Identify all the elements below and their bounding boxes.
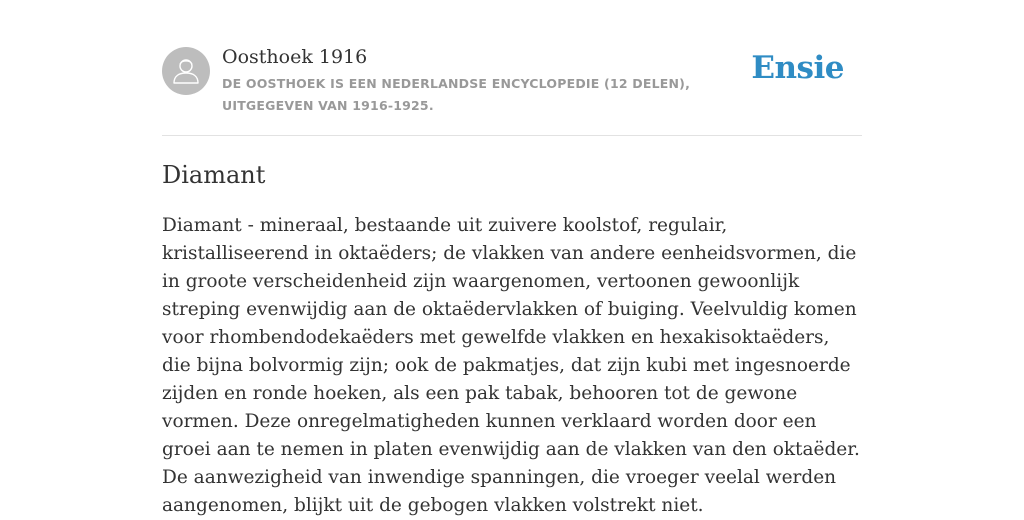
source-header bbox=[162, 44, 862, 116]
source-title-link[interactable]: Oosthoek 1916 bbox=[222, 46, 368, 68]
entry-body: Diamant - mineraal, bestaande uit zuivere koolstof, regulair, kristalliseerend in oktaëders; de vlakken van andere eenheidsvormen, die in groote verscheidenheid zijn waargenomen, vertoonen gewoonlijk streping evenwijdig aan de oktaëdervlakken of buiging. Veelvuldig komen voor rhombendodekaëders met gewelfde vlakken en hexakisoktaëders, die bijna bolvormig zijn; ook de pakmatjes, dat zijn kubi met ingesnoerde zijden en ronde hoeken, als een pak tabak, behooren tot de gewone vormen. Deze onregelmatigheden kunnen verklaard worden door een groei aan te nemen in platen evenwijdig aan de vlakken van den oktaëder. De aanwezigheid van inwendige spanningen, die vroeger veelal werden aangenomen, blijkt uit de gebogen vlakken volstrekt niet. bbox=[162, 215, 860, 516]
entry-title: Diamant bbox=[162, 161, 266, 189]
header-divider bbox=[162, 135, 862, 136]
user-placeholder-icon bbox=[162, 47, 210, 95]
source-description: DE OOSTHOEK IS EEN NEDERLANDSE ENCYCLOPEDIE (12 DELEN), UITGEGEVEN VAN 1916-1925. bbox=[222, 76, 691, 113]
ensie-logo[interactable]: Ensie bbox=[751, 50, 844, 86]
source-avatar[interactable] bbox=[162, 47, 210, 95]
source-info bbox=[222, 44, 762, 117]
